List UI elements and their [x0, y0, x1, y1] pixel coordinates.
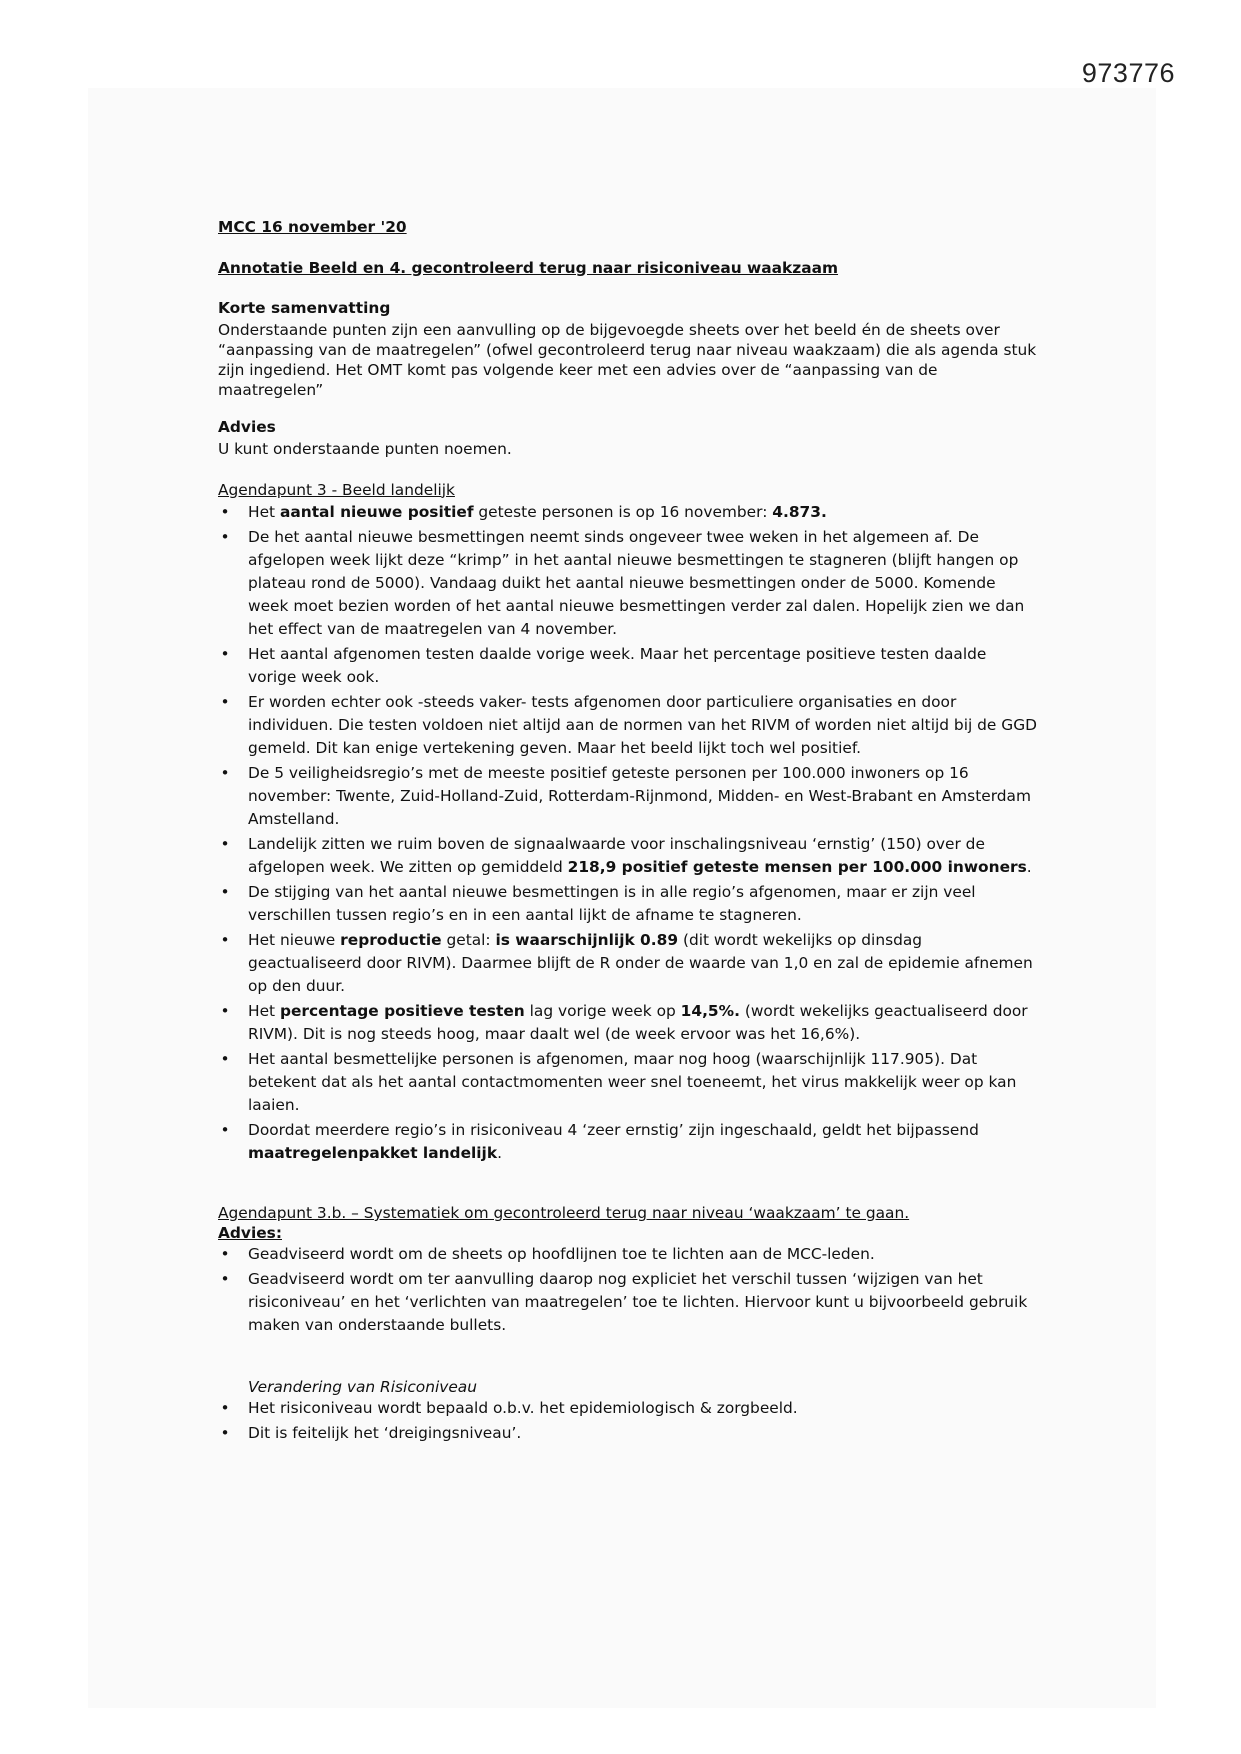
agenda-3-list	[218, 501, 1038, 1165]
bullet-icon: •	[220, 1002, 230, 1020]
document-title: MCC 16 november '20	[218, 218, 407, 236]
list-item: • Geadviseerd wordt om ter aanvulling daarop nog expliciet het verschil tussen ‘wijzigen van het risiconiveau’ en het ‘verlichten van maatregelen’ toe te lichten. Hiervoor kunt u bijvoorbeeld gebruik maken van onderstaande bullets.	[218, 1268, 1038, 1337]
advies-heading: Advies	[218, 417, 276, 436]
list-item: • Doordat meerdere regio’s in risiconiveau 4 ‘zeer ernstig’ zijn ingeschaald, geldt het bijpassend maatregelenpakket landelijk.	[218, 1119, 1038, 1165]
spacer	[218, 1339, 1038, 1377]
list-item: • Het aantal nieuwe positief geteste personen is op 16 november: 4.873.	[218, 501, 1038, 524]
bullet-icon: •	[220, 693, 230, 711]
agenda-3-heading: Agendapunt 3 - Beeld landelijk	[218, 480, 455, 499]
bullet-icon: •	[220, 764, 230, 782]
summary-heading: Korte samenvatting	[218, 299, 391, 317]
bullet-icon: •	[220, 1050, 230, 1068]
annotation-title: Annotatie Beeld en 4. gecontroleerd terug naar risiconiveau waakzaam	[218, 258, 839, 277]
bullet-icon: •	[220, 1270, 230, 1288]
bullet-icon: •	[220, 1245, 230, 1263]
list-item: • Het aantal besmettelijke personen is afgenomen, maar nog hoog (waarschijnlijk 117.905). Dat betekent dat als het aantal contactmomenten weer snel toeneemt, het virus makkelijk weer op kan laaien.	[218, 1048, 1038, 1117]
bullet-icon: •	[220, 883, 230, 901]
agenda-3b-advies-heading: Advies:	[218, 1224, 282, 1242]
bullet-icon: •	[220, 528, 230, 546]
risiconiveau-list	[218, 1397, 1038, 1445]
agenda-3b-list	[218, 1243, 1038, 1337]
document-number: 973776	[1081, 58, 1175, 88]
advies-text: U kunt onderstaande punten noemen.	[218, 440, 512, 458]
list-item: • Het nieuwe reproductie getal: is waarschijnlijk 0.89 (dit wordt wekelijks op dinsdag geactualiseerd door RIVM). Daarmee blijft de R onder de waarde van 1,0 en zal de epidemie afnemen op den duur.	[218, 929, 1038, 998]
list-item: • De 5 veiligheidsregio’s met de meeste positief geteste personen per 100.000 inwoners op 16 november: Twente, Zuid-Holland-Zuid, Rotterdam-Rijnmond, Midden- en West-Brabant en Amsterdam Amstelland.	[218, 762, 1038, 831]
list-item: • Dit is feitelijk het ‘dreigingsniveau’.	[218, 1422, 1038, 1445]
bullet-icon: •	[220, 645, 230, 663]
document-body	[218, 216, 1038, 1447]
summary-text: Onderstaande punten zijn een aanvulling op de bijgevoegde sheets over het beeld én de sheets over “aanpassing van de maatregelen” (ofwel gecontroleerd terug naar niveau waakzaam) die als agenda stuk zijn ingediend. Het OMT komt pas volgende keer met een advies over de “aanpassing van de maatregelen”	[218, 320, 1037, 399]
list-item: • Er worden echter ook -steeds vaker- tests afgenomen door particuliere organisaties en door individuen. Die testen voldoen niet altijd aan de normen van het RIVM of worden niet altijd bij de GGD gemeld. Dit kan enige vertekening geven. Maar het beeld lijkt toch wel positief.	[218, 691, 1038, 760]
list-item: • Geadviseerd wordt om de sheets op hoofdlijnen toe te lichten aan de MCC-leden.	[218, 1243, 1038, 1266]
bullet-icon: •	[220, 503, 230, 521]
bullet-icon: •	[220, 1399, 230, 1417]
spacer	[218, 1167, 1038, 1203]
list-item: • De stijging van het aantal nieuwe besmettingen is in alle regio’s afgenomen, maar er zijn veel verschillen tussen regio’s en in een aantal lijkt de afname te stagneren.	[218, 881, 1038, 927]
risiconiveau-heading: Verandering van Risiconiveau	[248, 1378, 477, 1396]
list-item: • Het percentage positieve testen lag vorige week op 14,5%. (wordt wekelijks geactualiseerd door RIVM). Dit is nog steeds hoog, maar daalt wel (de week ervoor was het 16,6%).	[218, 1000, 1038, 1046]
bullet-icon: •	[220, 835, 230, 853]
list-item: • Het aantal afgenomen testen daalde vorige week. Maar het percentage positieve testen daalde vorige week ook.	[218, 643, 1038, 689]
bullet-icon: •	[220, 931, 230, 949]
list-item: • Het risiconiveau wordt bepaald o.b.v. het epidemiologisch & zorgbeeld.	[218, 1397, 1038, 1420]
list-item: • De het aantal nieuwe besmettingen neemt sinds ongeveer twee weken in het algemeen af. De afgelopen week lijkt deze “krimp” in het aantal nieuwe besmettingen te stagneren (blijft hangen op plateau rond de 5000). Vandaag duikt het aantal nieuwe besmettingen onder de 5000. Komende week moet bezien worden of het aantal nieuwe besmettingen verder zal dalen. Hopelijk zien we dan het effect van de maatregelen van 4 november.	[218, 526, 1038, 641]
bullet-icon: •	[220, 1121, 230, 1139]
agenda-3b-heading: Agendapunt 3.b. – Systematiek om gecontroleerd terug naar niveau ‘waakzaam’ te gaan.	[218, 1204, 910, 1222]
bullet-icon: •	[220, 1424, 230, 1442]
list-item: • Landelijk zitten we ruim boven de signaalwaarde voor inschalingsniveau ‘ernstig’ (150) over de afgelopen week. We zitten op gemiddeld 218,9 positief geteste mensen per 100.000 inwoners.	[218, 833, 1038, 879]
